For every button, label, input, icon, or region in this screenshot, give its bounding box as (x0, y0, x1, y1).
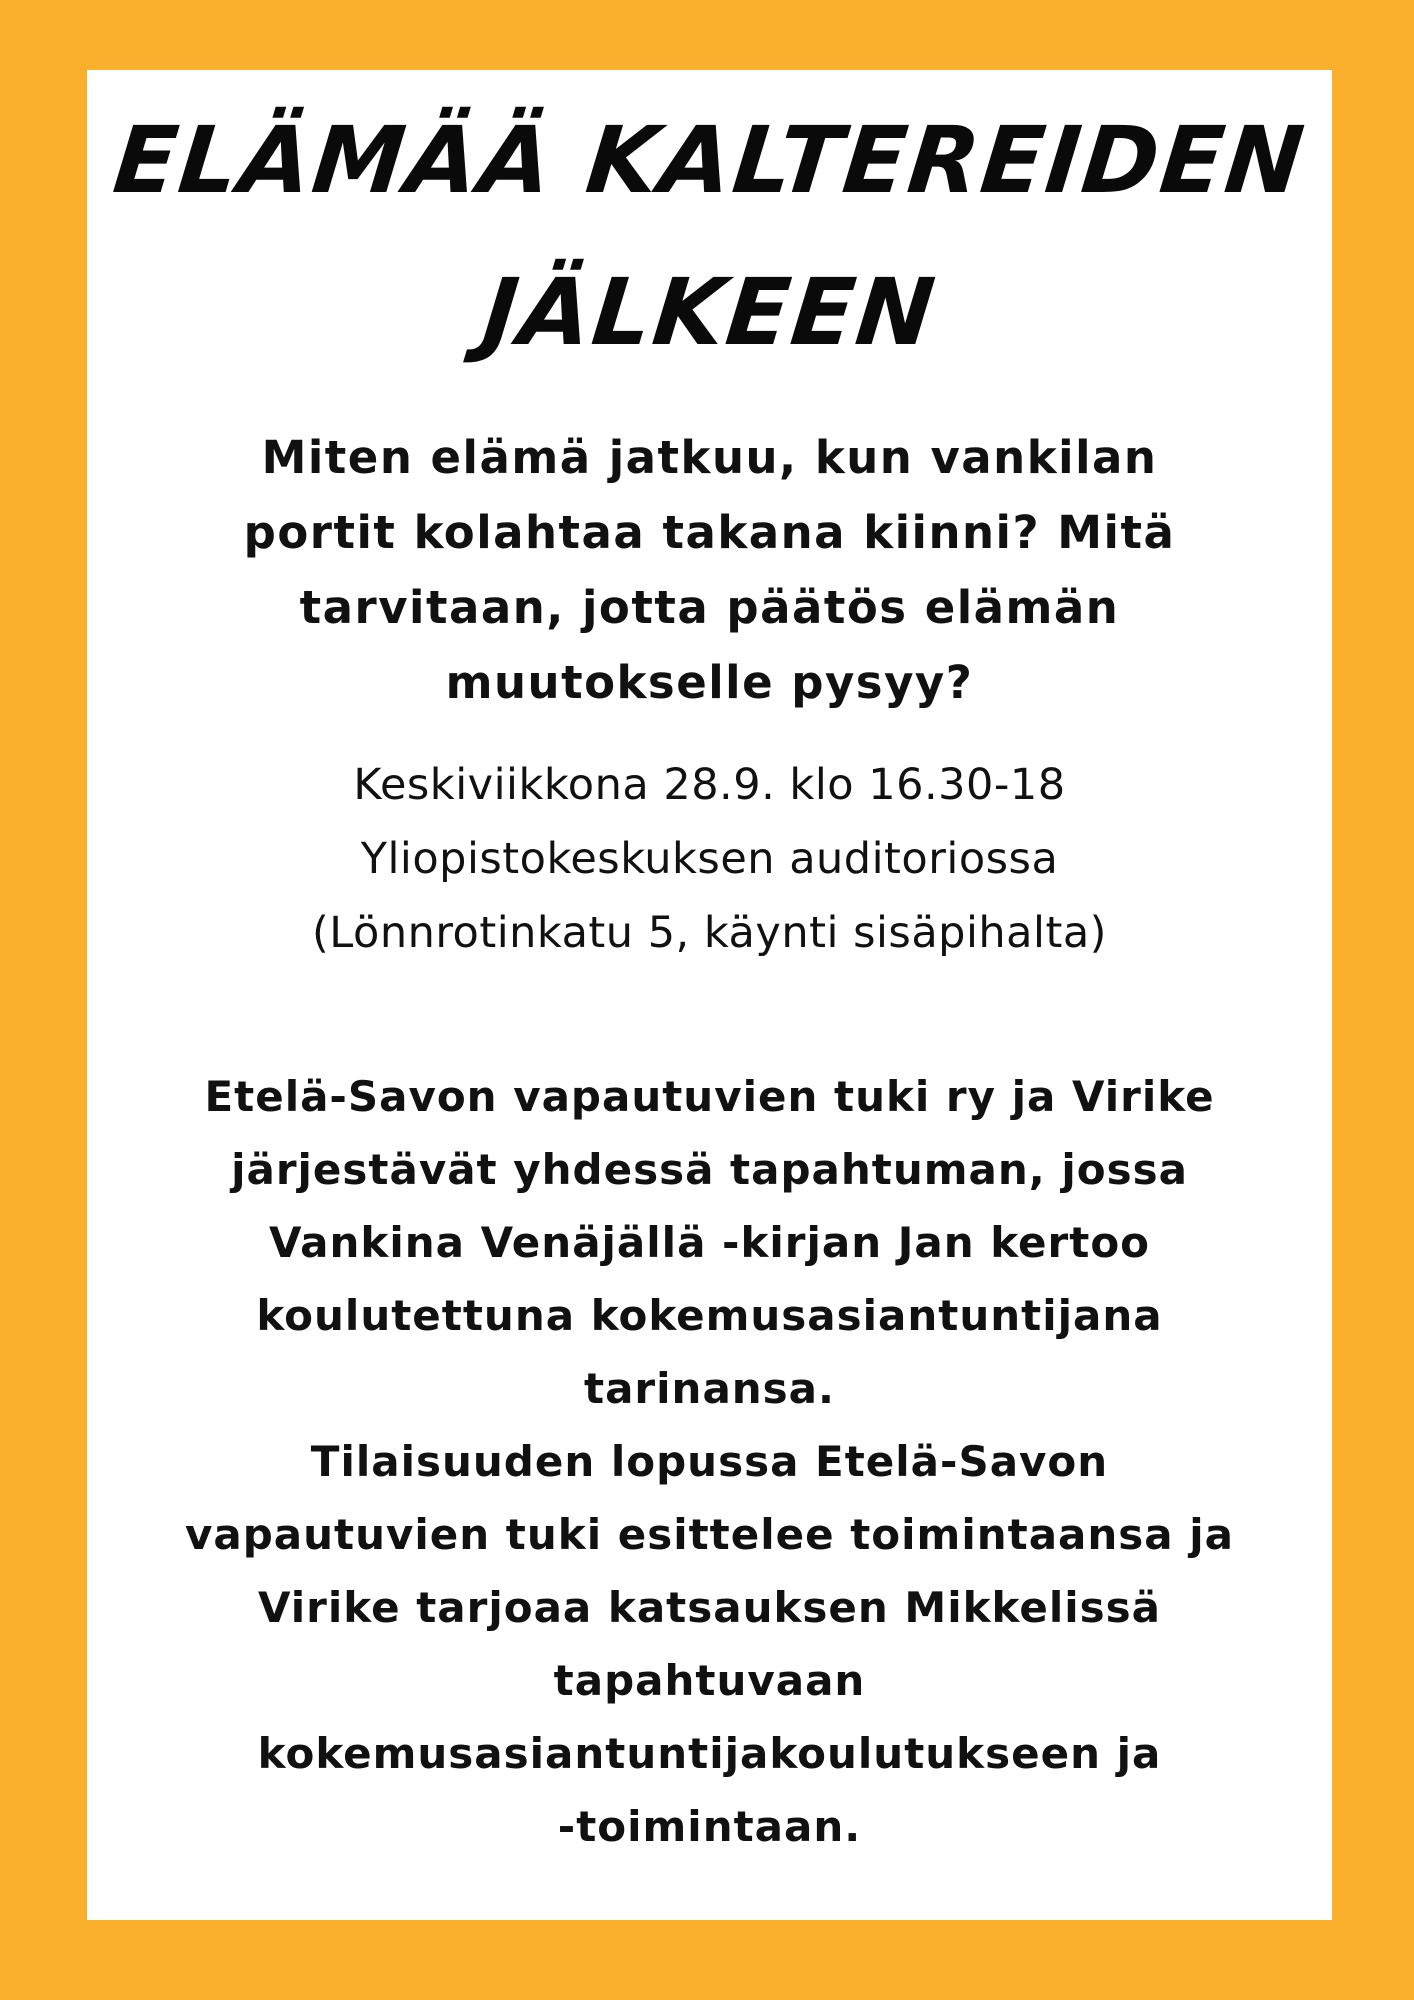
description-line: järjestävät yhdessä tapahtuman, jossa (231, 1145, 1188, 1194)
description-line: kokemusasiantuntijakoulutukseen ja (257, 1729, 1162, 1778)
title-line-2: JÄLKEEN (477, 259, 942, 366)
description-line: Virike tarjoaa katsauksen Mikkelissä (258, 1583, 1161, 1632)
description-line: Etelä-Savon vapautuvien tuki ry ja Virike (204, 1072, 1215, 1121)
event-address: (Lönnrotinkatu 5, käynti sisäpihalta) (312, 908, 1107, 958)
event-description (127, 1060, 1292, 1863)
description-line: Vankina Venäjällä -kirjan Jan kertoo (268, 1218, 1151, 1267)
description-line: tarinansa. (584, 1364, 835, 1413)
lead-question (127, 420, 1292, 720)
description-line: koulutettuna kokemusasiantuntijana (256, 1291, 1163, 1340)
event-details (127, 748, 1292, 970)
title-line-1: ELÄMÄÄ KALTEREIDEN (108, 107, 1311, 214)
description-line: tapahtuvaan (553, 1656, 866, 1705)
event-venue: Yliopistokeskuksen auditoriossa (360, 834, 1059, 884)
event-date-time: Keskiviikkona 28.9. klo 16.30-18 (353, 760, 1066, 810)
lead-line: Miten elämä jatkuu, kun vankilan (261, 431, 1158, 484)
lead-line: tarvitaan, jotta päätös elämän (299, 581, 1120, 634)
lead-line: portit kolahtaa takana kiinni? Mitä (243, 506, 1176, 559)
description-line: vapautuvien tuki esittelee toimintaansa ja (185, 1510, 1234, 1559)
lead-line: muutokselle pysyy? (445, 656, 974, 709)
description-line: Tilaisuuden lopussa Etelä-Savon (310, 1437, 1109, 1486)
description-line: -toimintaan. (557, 1802, 862, 1851)
poster-card (87, 70, 1332, 1920)
